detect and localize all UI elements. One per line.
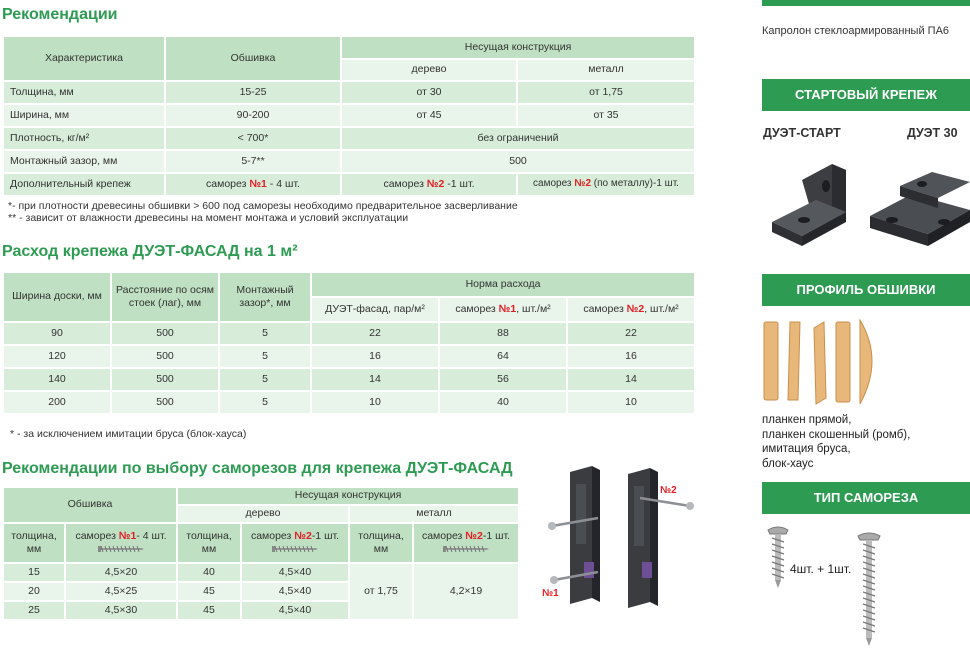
profile-band: ПРОФИЛЬ ОБШИВКИ [762,274,970,306]
col-distance: Расстояние по осям стоек (лаг), мм [111,272,219,322]
screw-icon [272,545,318,553]
table-row: 90 500 5 22 88 22 [3,322,695,345]
rec-note-2: ** - зависит от влажности древесины на момент монтажа и условий эксплуатации [8,212,409,224]
fastener-right [628,468,658,608]
table-row: 140 500 5 14 56 14 [3,368,695,391]
table-row: 20 4,5×25 45 4,5×40 [3,582,519,601]
top-green-band [762,0,970,6]
screws-title: Рекомендации по выбору саморезов для крепежа ДУЭТ-ФАСАД [2,460,513,477]
col-norm: Норма расхода [311,272,695,297]
col-load: Несущая конструкция [177,487,519,505]
profile-list: планкен прямой, планкен скошенный (ромб), имитация бруса, блок-хаус [762,414,911,470]
rec-note-1: *- при плотности древесины обшивки > 600 под саморезы необходимо предварительное засверливание [8,200,518,212]
col-characteristic: Характеристика [3,36,165,81]
consumption-note: * - за исключением имитации бруса (блок-хауса) [10,428,247,440]
table-row: Дополнительный крепеж саморез №1 - 4 шт. саморез №2 -1 шт. саморез №2 (по металлу)-1 шт. [3,173,695,196]
table-row: Ширина, мм 90-200 от 45 от 35 [3,104,695,127]
screws-table: Обшивка Несущая конструкция дерево металл толщина, мм саморез №1- 4 шт. толщина, мм саморез №2-1 шт. толщина, мм саморез №2-1 шт. 15 4,5×20 40 4,5×40 от 1,75 4,2×19 20 4,5×25 45 4,5×40 25 4,5×30 45 4,5×40 [2,486,520,621]
short-screw-icon [768,527,788,588]
table-row: Монтажный зазор, мм 5-7** 500 [3,150,695,173]
col-cladding: Обшивка [165,36,341,81]
table-row: 200 500 5 10 40 10 [3,391,695,414]
consumption-table: Ширина доски, мм Расстояние по осям стоек (лаг), мм Монтажный зазор*, мм Норма расхода ДУЭТ-фасад, пар/м² саморез №1, шт./м² саморез №2, шт./м² 90 500 5 22 88 22 120 500 5 16 64 16 140 500 5 14 56 14 200 500 5 10 40 10 [2,271,696,415]
col-cladding: Обшивка [3,487,177,523]
col-gap: Монтажный зазор*, мм [219,272,311,322]
recommendations-table [2,35,696,197]
col-board-width: Ширина доски, мм [3,272,111,322]
duet30-label: ДУЭТ 30 [907,126,958,140]
fastener-left [570,466,600,604]
long-screw-icon [858,533,880,646]
col-metal: металл [517,59,695,81]
col-load: Несущая конструкция [341,36,695,59]
material-text: Капролон стеклоармированный ПА6 [762,25,950,37]
screw-icon [98,545,144,553]
start-fasteners-image [762,150,970,262]
screw-type-band: ТИП САМОРЕЗА [762,482,970,514]
label-no1: №1 [542,588,559,599]
duet-fastener-illustration [540,462,700,612]
label-no2: №2 [660,485,677,496]
table-row: 25 4,5×30 45 4,5×40 [3,601,519,620]
profiles-image [762,318,892,406]
screw-type-image [762,524,892,648]
recommendations-title: Рекомендации [2,6,118,23]
col-wood: дерево [341,59,517,81]
consumption-title: Расход крепежа ДУЭТ-ФАСАД на 1 м² [2,243,298,260]
table-row: Плотность, кг/м² < 700* без ограничений [3,127,695,150]
screw-count: 4шт. + 1шт. [790,562,852,576]
table-row: Толщина, мм 15-25 от 30 от 1,75 [3,81,695,104]
duet-start-label: ДУЭТ-СТАРТ [763,126,841,140]
table-row: 120 500 5 16 64 16 [3,345,695,368]
screw-icon [443,545,489,553]
start-fastener-band: СТАРТОВЫЙ КРЕПЕЖ [762,79,970,111]
table-row: 15 4,5×20 40 4,5×40 от 1,75 4,2×19 [3,563,519,582]
